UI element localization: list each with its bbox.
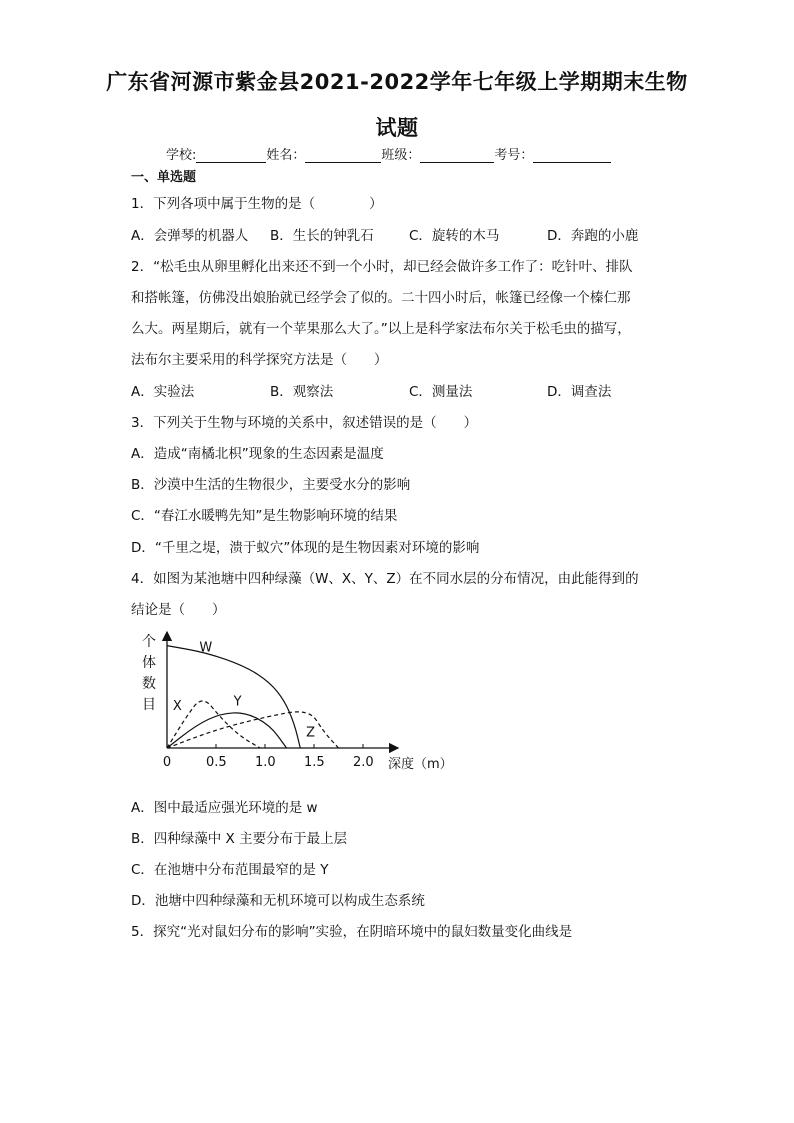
q1-option-a: A．会弹琴的机器人 <box>131 228 249 244</box>
exam-no-blank[interactable] <box>533 148 611 163</box>
section-heading: 一、单选题 <box>131 170 197 185</box>
question-2-line: 法布尔主要采用的科学探究方法是（ ） <box>131 352 388 368</box>
question-3-stem: 3．下列关于生物与环境的关系中，叙述错误的是（ ） <box>131 415 478 431</box>
q4-option-b: B．四种绿藻中 X 主要分布于最上层 <box>131 831 348 847</box>
q4-option-a: A．图中最适应强光环境的是 w <box>131 800 318 816</box>
q1-option-c: C．旋转的木马 <box>409 228 500 244</box>
q3-option-b: B．沙漠中生活的生物很少，主要受水分的影响 <box>131 477 411 493</box>
series-label-x: X <box>172 699 182 715</box>
x-tick-label: 1.5 <box>304 755 325 770</box>
question-2-line: 么大。两星期后，就有一个苹果那么大了。”以上是科学家法布尔关于松毛虫的描写， <box>131 321 631 337</box>
x-tick-label: 0.5 <box>206 755 227 770</box>
x-axis-label: 深度（m） <box>388 757 453 772</box>
question-4-line: 4．如图为某池塘中四种绿藻（W、X、Y、Z）在不同水层的分布情况，由此能得到的 <box>131 571 639 587</box>
q4-option-c: C．在池塘中分布范围最窄的是 Y <box>131 862 329 878</box>
q3-option-c: C．“春江水暖鸭先知”是生物影响环境的结果 <box>131 508 398 524</box>
y-axis-label-char: 个 <box>142 634 156 650</box>
school-label: 学校: <box>166 148 197 163</box>
question-2-line: 2．“松毛虫从卵里孵化出来还不到一个小时，却已经会做许多工作了：吃针叶、排队 <box>131 259 633 275</box>
y-axis-label <box>142 634 156 713</box>
question-4-line: 结论是（ ） <box>131 602 226 618</box>
question-2-line: 和搭帐篷，仿佛没出娘胎就已经学会了似的。二十四小时后，帐篷已经像一个榛仁那 <box>131 290 631 306</box>
series-label-w: W <box>199 640 213 656</box>
q2-option-b: B．观察法 <box>270 384 334 400</box>
class-label: 班级： <box>381 148 421 163</box>
y-axis-label-char: 目 <box>142 697 156 713</box>
q2-option-c: C．测量法 <box>409 384 473 400</box>
question-5-stem: 5．探究“光对鼠妇分布的影响”实验，在阴暗环境中的鼠妇数量变化曲线是 <box>131 924 573 940</box>
q3-option-a: A．造成“南橘北枳”现象的生态因素是温度 <box>131 446 384 462</box>
y-axis-label-char: 数 <box>142 676 156 692</box>
y-axis-label-char: 体 <box>142 655 156 671</box>
exam-no-label: 考号： <box>494 148 534 163</box>
q1-option-b: B．生长的钟乳石 <box>270 228 374 244</box>
q2-option-d: D．调查法 <box>547 384 612 400</box>
series-label-z: Z <box>306 725 316 741</box>
x-tick-label: 2.0 <box>353 755 374 770</box>
series-label-y: Y <box>233 694 242 710</box>
page-title: 广东省河源市紫金县2021-2022学年七年级上学期期末生物 <box>106 70 688 94</box>
q4-option-d: D．池塘中四种绿藻和无机环境可以构成生态系统 <box>131 893 425 909</box>
q2-option-a: A．实验法 <box>131 384 195 400</box>
school-blank[interactable] <box>196 148 266 163</box>
x-tick-label: 1.0 <box>255 755 276 770</box>
series-line-y <box>167 713 287 748</box>
name-label: 姓名： <box>266 148 306 163</box>
algae-distribution-chart <box>130 628 470 776</box>
name-blank[interactable] <box>305 148 381 163</box>
class-blank[interactable] <box>420 148 494 163</box>
page-title-line2: 试题 <box>375 116 419 140</box>
student-info-row <box>166 144 611 163</box>
q3-option-d: D．“千里之堤，溃于蚁穴”体现的是生物因素对环境的影响 <box>131 540 480 556</box>
x-tick-label: 0 <box>162 755 172 770</box>
q1-option-d: D．奔跑的小鹿 <box>547 228 639 244</box>
question-1-stem: 1．下列各项中属于生物的是（ ） <box>131 196 383 212</box>
